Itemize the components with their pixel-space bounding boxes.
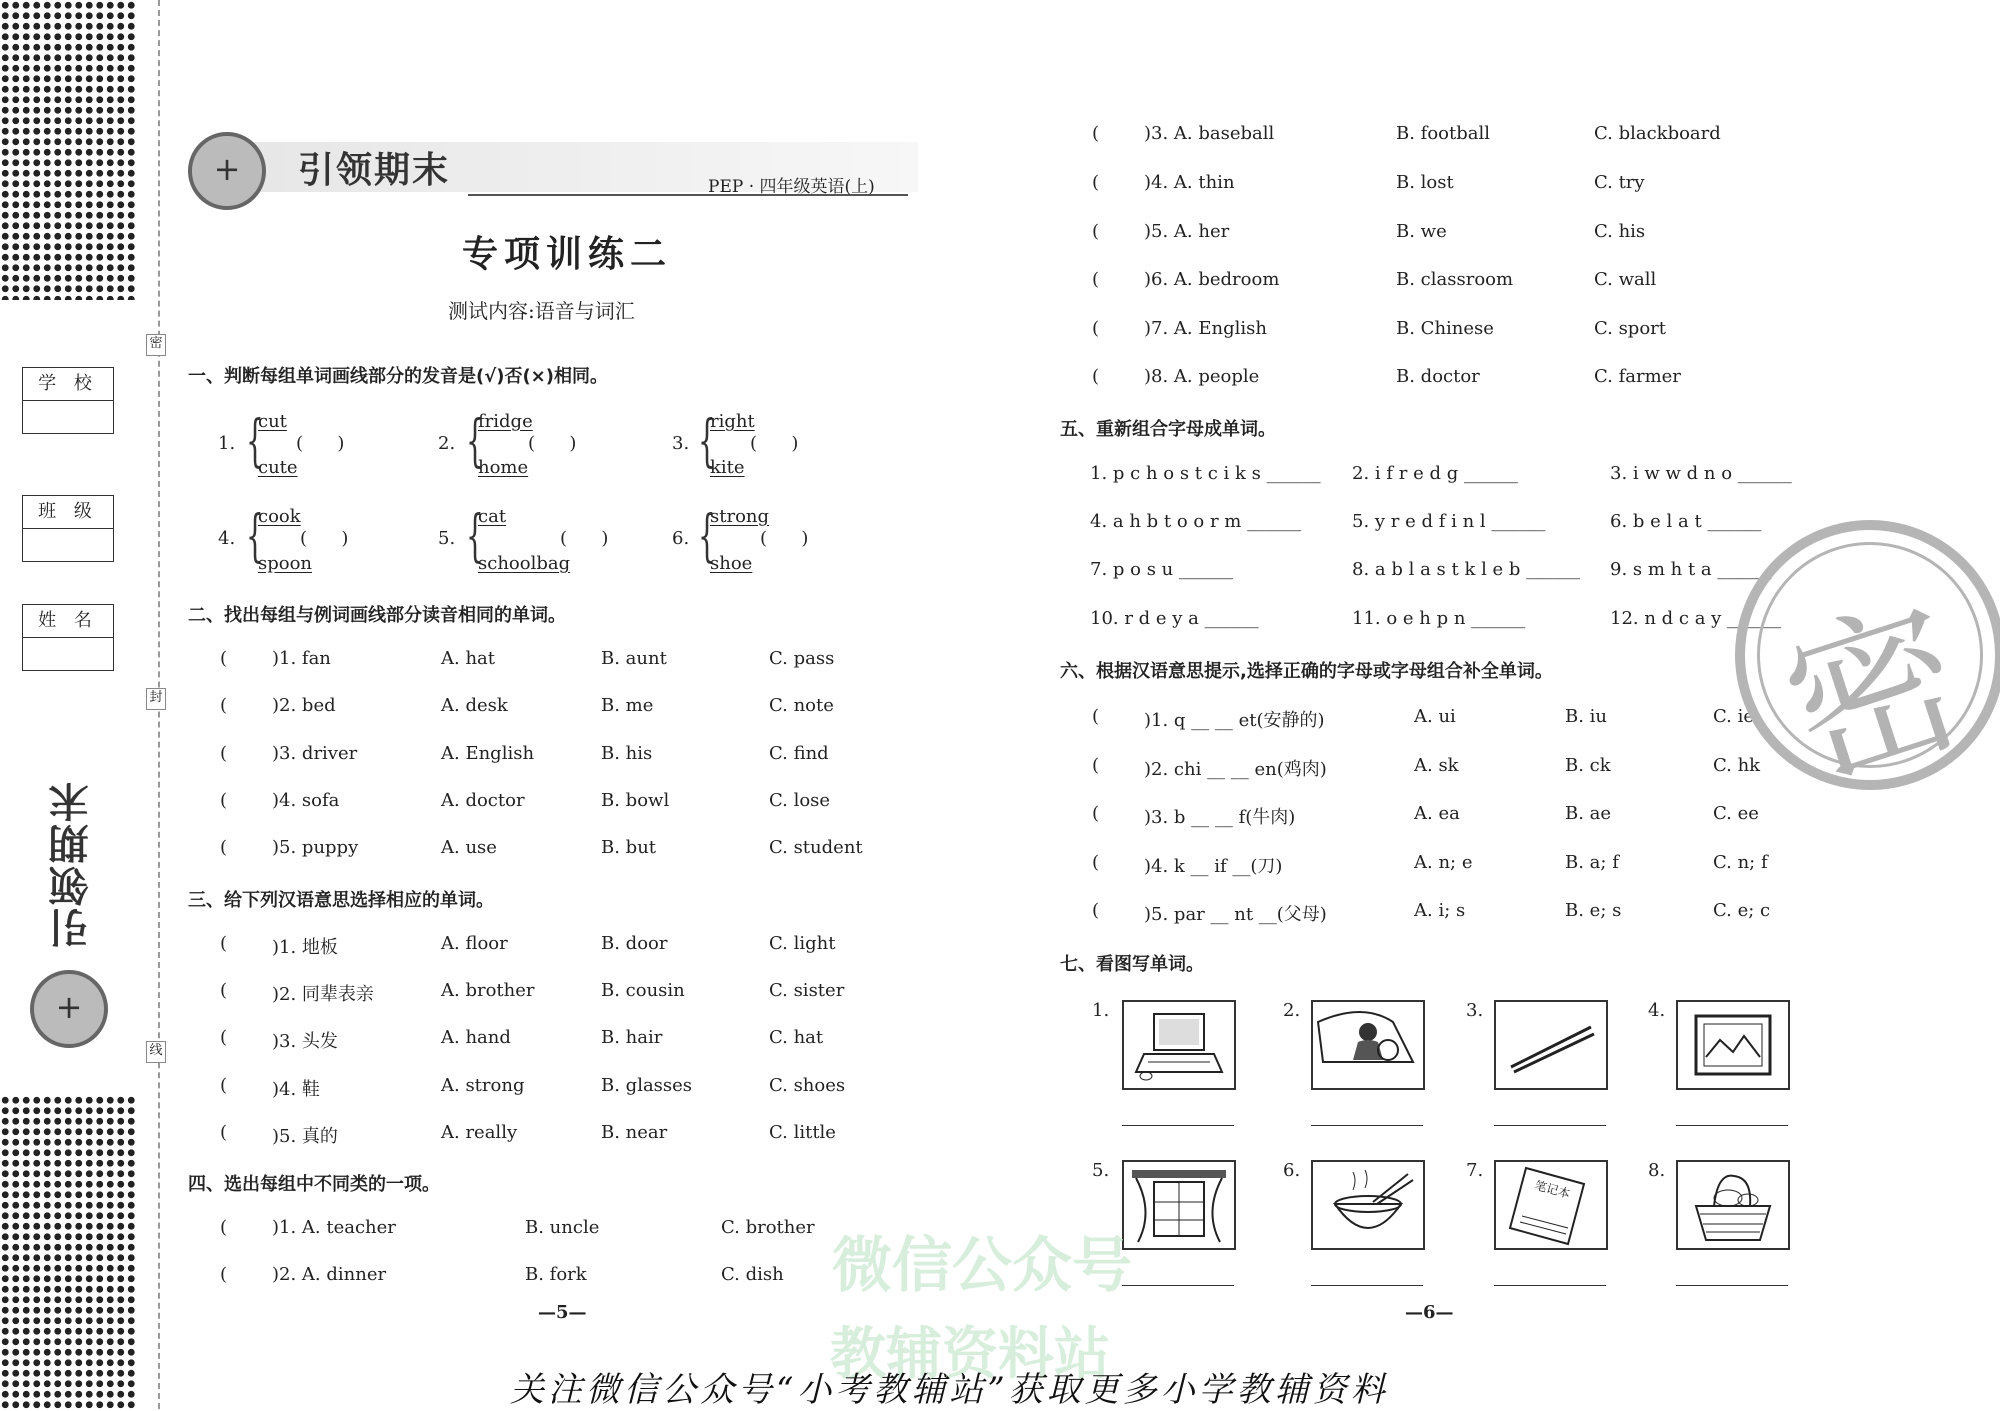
name-label: 姓 名 [23, 605, 113, 638]
page-number-left: —5— [538, 1302, 587, 1323]
header-grade: PEP · 四年级英语(上) [708, 177, 875, 197]
s6-q-4: )4. k __ if __(刀) [1144, 856, 1283, 877]
s3-c-3: C. hat [769, 1027, 824, 1048]
s2-c-1: C. pass [769, 648, 835, 669]
s6-paren-2[interactable]: ( [1092, 755, 1100, 776]
name-field [22, 604, 114, 671]
s5-item-11[interactable]: 11. o e h p n ______ [1352, 608, 1526, 629]
s1-brace-1: { [246, 409, 264, 474]
s3-paren-2[interactable]: ( [220, 980, 228, 1001]
chopsticks-icon [1494, 1000, 1608, 1090]
s6-b-1: B. iu [1565, 706, 1608, 727]
s2-q-4: )4. sofa [272, 790, 340, 811]
s7-answer-line-5[interactable] [1122, 1285, 1234, 1286]
s3-a-3: A. hand [441, 1027, 511, 1048]
s5-item-1[interactable]: 1. p c h o s t c i k s ______ [1090, 463, 1321, 484]
s7-num-2: 2. [1283, 1000, 1301, 1021]
s5-item-12[interactable]: 12. n d c a y ______ [1610, 608, 1782, 629]
s4-b-8: B. doctor [1396, 366, 1480, 387]
s4-q-3: )3. A. baseball [1144, 123, 1275, 144]
s4-b-4: B. lost [1396, 172, 1454, 193]
s3-q-4: )4. 鞋 [272, 1079, 320, 1100]
school-input[interactable] [23, 401, 113, 433]
seal-char-xian: 线 [146, 1041, 166, 1063]
s4-paren-3[interactable]: ( [1092, 123, 1100, 144]
driver-icon [1311, 1000, 1425, 1090]
s1-answer-4[interactable]: ( ) [300, 528, 349, 549]
seal-char-feng: 封 [146, 688, 166, 710]
notebook-label: 笔记本 [1533, 1178, 1572, 1202]
s2-q-1: )1. fan [272, 648, 331, 669]
window-icon [1122, 1160, 1236, 1250]
s1-word-2b: home [478, 457, 529, 478]
s6-a-3: A. ea [1414, 803, 1460, 824]
s2-b-4: B. bowl [601, 790, 670, 811]
s6-paren-4[interactable]: ( [1092, 852, 1100, 873]
header-gear-icon [188, 132, 266, 210]
s5-item-6[interactable]: 6. b e l a t ______ [1610, 511, 1762, 532]
s2-a-2: A. desk [441, 695, 508, 716]
s3-paren-4[interactable]: ( [220, 1075, 228, 1096]
s6-a-2: A. sk [1414, 755, 1459, 776]
s2-q-2: )2. bed [272, 695, 336, 716]
s1-brace-2: { [466, 409, 484, 474]
s3-c-1: C. light [769, 933, 836, 954]
s4-paren-8[interactable]: ( [1092, 366, 1100, 387]
s4-paren-7[interactable]: ( [1092, 318, 1100, 339]
s7-answer-line-4[interactable] [1676, 1125, 1788, 1126]
s2-b-3: B. his [601, 743, 653, 764]
s3-q-3: )3. 头发 [272, 1031, 338, 1052]
s3-b-2: B. cousin [601, 980, 685, 1001]
s4-paren-6[interactable]: ( [1092, 269, 1100, 290]
s4-q-5: )5. A. her [1144, 221, 1230, 242]
s1-word-3a: right [710, 411, 755, 432]
s1-brace-3: { [698, 409, 716, 474]
s4-q-8: )8. A. people [1144, 366, 1260, 387]
section6-heading: 六、根据汉语意思提示,选择正确的字母或字母组合补全单词。 [1060, 661, 1553, 682]
s7-num-1: 1. [1092, 1000, 1110, 1021]
s1-brace-4: { [246, 504, 264, 569]
s3-a-4: A. strong [441, 1075, 525, 1096]
s7-answer-line-2[interactable] [1311, 1125, 1423, 1126]
watermark-line-1: 微信公众号 [832, 1231, 1132, 1301]
section3-heading: 三、给下列汉语意思选择相应的单词。 [188, 890, 494, 911]
side-brand [35, 720, 105, 970]
s6-c-2: C. hk [1713, 755, 1761, 776]
s1-word-1b: cute [258, 457, 298, 478]
s3-b-4: B. glasses [601, 1075, 693, 1096]
s6-c-3: C. ee [1713, 803, 1759, 824]
s1-word-6a: strong [710, 506, 770, 527]
s4-paren-5[interactable]: ( [1092, 221, 1100, 242]
s1-word-4a: cook [258, 506, 301, 527]
s7-num-6: 6. [1283, 1160, 1301, 1181]
s5-item-10[interactable]: 10. r d e y a ______ [1090, 608, 1259, 629]
s4-c-6: C. wall [1594, 269, 1657, 290]
computer-icon [1122, 1000, 1236, 1090]
s7-answer-line-1[interactable] [1122, 1125, 1234, 1126]
s3-paren-5[interactable]: ( [220, 1122, 228, 1143]
s3-c-4: C. shoes [769, 1075, 846, 1096]
s4-b-5: B. we [1396, 221, 1447, 242]
section1-heading: 一、判断每组单词画线部分的发音是(√)否(×)相同。 [188, 366, 608, 387]
class-label: 班 级 [23, 496, 113, 529]
s1-num-5: 5. [438, 528, 456, 549]
page-number-right: —6— [1405, 1302, 1454, 1323]
s7-num-5: 5. [1092, 1160, 1110, 1181]
s6-b-2: B. ck [1565, 755, 1611, 776]
s3-b-3: B. hair [601, 1027, 663, 1048]
s7-answer-line-3[interactable] [1494, 1125, 1606, 1126]
s7-num-3: 3. [1466, 1000, 1484, 1021]
s1-word-5b: schoolbag [478, 553, 571, 574]
s2-q-5: )5. puppy [272, 837, 359, 858]
s5-item-3[interactable]: 3. i w w d n o ______ [1610, 463, 1792, 484]
s4-b-3: B. football [1396, 123, 1491, 144]
s2-paren-5[interactable]: ( [220, 837, 228, 858]
s4-c-8: C. farmer [1594, 366, 1681, 387]
header-brand: 引领期末 [298, 150, 451, 191]
class-input[interactable] [23, 529, 113, 561]
s4-c-3: C. blackboard [1594, 123, 1721, 144]
s2-paren-3[interactable]: ( [220, 743, 228, 764]
s1-answer-5[interactable]: ( ) [560, 528, 609, 549]
s5-item-4[interactable]: 4. a h b t o o r m ______ [1090, 511, 1302, 532]
school-label: 学 校 [23, 368, 113, 401]
stamp-char: 密 [1763, 574, 1987, 816]
s4-q-2: )2. A. dinner [272, 1264, 387, 1285]
name-input[interactable] [23, 638, 113, 670]
s1-answer-6[interactable]: ( ) [760, 528, 809, 549]
s1-brace-5: { [466, 504, 484, 569]
s3-paren-1[interactable]: ( [220, 933, 228, 954]
s1-num-2: 2. [438, 433, 456, 454]
s2-b-1: B. aunt [601, 648, 667, 669]
dotted-pattern-bottom [0, 1095, 138, 1409]
s1-num-6: 6. [672, 528, 690, 549]
s3-q-2: )2. 同辈表亲 [272, 984, 374, 1005]
s7-answer-line-8[interactable] [1676, 1285, 1788, 1286]
s6-c-4: C. n; f [1713, 852, 1768, 873]
watermark-line-2: 教辅资料站 [830, 1322, 1110, 1387]
s4-paren-2[interactable]: ( [220, 1264, 228, 1285]
class-field [22, 495, 114, 562]
s4-q-7: )7. A. English [1144, 318, 1267, 339]
s4-c-1: C. brother [721, 1217, 815, 1238]
side-brand-text: 引领期末 [49, 780, 95, 948]
s6-q-5: )5. par __ nt __(父母) [1144, 904, 1327, 925]
school-field [22, 367, 114, 434]
s6-c-1: C. ie [1713, 706, 1754, 727]
bread-basket-icon [1676, 1160, 1790, 1250]
s4-b-1: B. uncle [525, 1217, 600, 1238]
page-subtitle: 测试内容:语音与词汇 [448, 299, 635, 323]
s6-paren-3[interactable]: ( [1092, 803, 1100, 824]
section5-heading: 五、重新组合字母成单词。 [1060, 419, 1276, 440]
s1-word-1a: cut [258, 411, 287, 432]
s2-paren-2[interactable]: ( [220, 695, 228, 716]
s7-answer-line-7[interactable] [1494, 1285, 1606, 1286]
page-header [188, 122, 928, 202]
s1-num-3: 3. [672, 433, 690, 454]
s4-c-4: C. try [1594, 172, 1645, 193]
s4-c-7: C. sport [1594, 318, 1667, 339]
bottom-banner: 关注微信公众号“小考教辅站”获取更多小学教辅资料 [510, 1370, 1389, 1410]
s3-a-2: A. brother [441, 980, 535, 1001]
s4-b-7: B. Chinese [1396, 318, 1494, 339]
s7-num-7: 7. [1466, 1160, 1484, 1181]
s4-b-6: B. classroom [1396, 269, 1514, 290]
notebook-icon [1494, 1160, 1608, 1250]
s4-q-1: )1. A. teacher [272, 1217, 396, 1238]
s6-b-5: B. e; s [1565, 900, 1622, 921]
section2-heading: 二、找出每组与例词画线部分读音相同的单词。 [188, 605, 566, 626]
s2-a-4: A. doctor [441, 790, 525, 811]
s4-c-2: C. dish [721, 1264, 784, 1285]
s2-c-4: C. lose [769, 790, 831, 811]
s2-c-3: C. find [769, 743, 829, 764]
s4-c-5: C. his [1594, 221, 1646, 242]
s6-a-1: A. ui [1414, 706, 1456, 727]
s1-num-1: 1. [218, 433, 236, 454]
s2-b-2: B. me [601, 695, 654, 716]
side-gear-icon [30, 970, 108, 1048]
s2-a-1: A. hat [441, 648, 495, 669]
s3-b-5: B. near [601, 1122, 668, 1143]
s2-c-5: C. student [769, 837, 863, 858]
dotted-pattern-top [0, 0, 138, 300]
s1-word-6b: shoe [710, 553, 753, 574]
s4-paren-1[interactable]: ( [220, 1217, 228, 1238]
s4-b-2: B. fork [525, 1264, 587, 1285]
noodles-icon [1311, 1160, 1425, 1250]
section4-heading: 四、选出每组中不同类的一项。 [188, 1174, 440, 1195]
s1-word-3b: kite [710, 457, 745, 478]
s7-num-4: 4. [1648, 1000, 1666, 1021]
s1-word-2a: fridge [478, 411, 533, 432]
s1-brace-6: { [698, 504, 716, 569]
page-title: 专项训练二 [462, 233, 673, 275]
s3-c-2: C. sister [769, 980, 845, 1001]
s6-b-4: B. a; f [1565, 852, 1619, 873]
s2-paren-1[interactable]: ( [220, 648, 228, 669]
s1-word-4b: spoon [258, 553, 313, 574]
s7-num-8: 8. [1648, 1160, 1666, 1181]
s1-num-4: 4. [218, 528, 236, 549]
s3-b-1: B. door [601, 933, 668, 954]
s1-answer-1[interactable]: ( ) [296, 433, 345, 454]
s6-q-2: )2. chi __ __ en(鸡肉) [1144, 759, 1327, 780]
s1-answer-3[interactable]: ( ) [750, 433, 799, 454]
s6-q-3: )3. b __ __ f(牛肉) [1144, 807, 1296, 828]
s3-c-5: C. little [769, 1122, 836, 1143]
s6-q-1: )1. q __ __ et(安静的) [1144, 710, 1325, 731]
s4-q-6: )6. A. bedroom [1144, 269, 1280, 290]
s1-answer-2[interactable]: ( ) [528, 433, 577, 454]
s5-item-8[interactable]: 8. a b l a s t k l e b ______ [1352, 559, 1581, 580]
s6-paren-1[interactable]: ( [1092, 706, 1100, 727]
s5-item-7[interactable]: 7. p o s u ______ [1090, 559, 1233, 580]
s3-paren-3[interactable]: ( [220, 1027, 228, 1048]
s6-paren-5[interactable]: ( [1092, 900, 1100, 921]
s3-a-1: A. floor [441, 933, 508, 954]
s6-b-3: B. ae [1565, 803, 1612, 824]
picture-icon [1676, 1000, 1790, 1090]
section7-heading: 七、看图写单词。 [1060, 954, 1204, 975]
s3-q-1: )1. 地板 [272, 937, 338, 958]
s2-b-5: B. but [601, 837, 657, 858]
s2-a-5: A. use [441, 837, 497, 858]
s2-paren-4[interactable]: ( [220, 790, 228, 811]
s6-a-4: A. n; e [1414, 852, 1473, 873]
s2-q-3: )3. driver [272, 743, 358, 764]
s5-item-2[interactable]: 2. i f r e d g ______ [1352, 463, 1518, 484]
s2-c-2: C. note [769, 695, 834, 716]
seal-char-mi: 密 [146, 334, 166, 356]
s2-a-3: A. English [441, 743, 535, 764]
s5-item-9[interactable]: 9. s m h t a ______ [1610, 559, 1772, 580]
s7-answer-line-6[interactable] [1311, 1285, 1423, 1286]
s3-q-5: )5. 真的 [272, 1126, 338, 1147]
s6-c-5: C. e; c [1713, 900, 1771, 921]
secret-stamp [1735, 520, 2000, 816]
s5-item-5[interactable]: 5. y r e d f i n l ______ [1352, 511, 1546, 532]
s4-q-4: )4. A. thin [1144, 172, 1235, 193]
s6-a-5: A. i; s [1414, 900, 1466, 921]
s4-paren-4[interactable]: ( [1092, 172, 1100, 193]
s1-word-5a: cat [478, 506, 507, 527]
s3-a-5: A. really [441, 1122, 518, 1143]
